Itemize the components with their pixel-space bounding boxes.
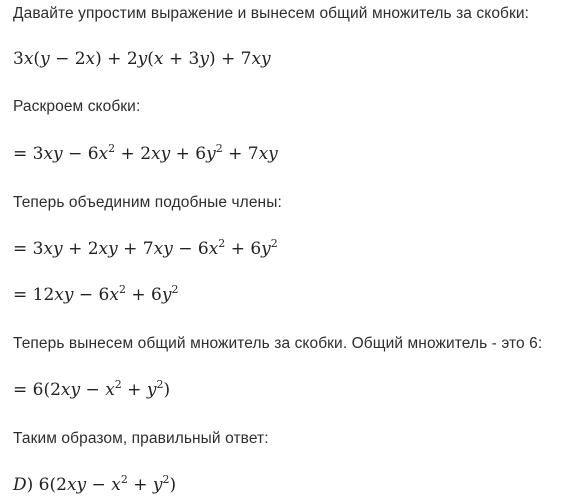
grouped-expression: = $3xy + 2xy + 7xy - 6x^2 + 6y^2$ bbox=[13, 237, 278, 259]
answer-intro-text: Таким образом, правильный ответ: bbox=[13, 430, 269, 447]
combine-terms-text: Теперь объединим подобные члены: bbox=[13, 194, 282, 211]
original-expression-render: 3x(y − 2x) + 2y(x + 3y) + 7xy bbox=[13, 49, 271, 69]
combined-expression: = $12xy - 6x^2 + 6y^2$ bbox=[13, 283, 179, 305]
expand-brackets-text: Раскроем скобки: bbox=[13, 98, 141, 115]
original-expression bbox=[13, 49, 271, 69]
factor-out-text: Теперь вынесем общий множитель за скобки. Общий множитель - это 6: bbox=[13, 335, 543, 352]
factored-expression: = $6(2xy - x^2 + y^2)$ bbox=[13, 378, 171, 400]
expanded-expression: = $3xy - 6x^2 + 2xy + 6y^2 + 7xy$ bbox=[13, 142, 278, 164]
intro-text: Давайте упростим выражение и вынесем общий множитель за скобки: bbox=[13, 5, 530, 22]
final-answer: D) $6(2xy - x^2 + y^2)$ bbox=[13, 473, 177, 495]
